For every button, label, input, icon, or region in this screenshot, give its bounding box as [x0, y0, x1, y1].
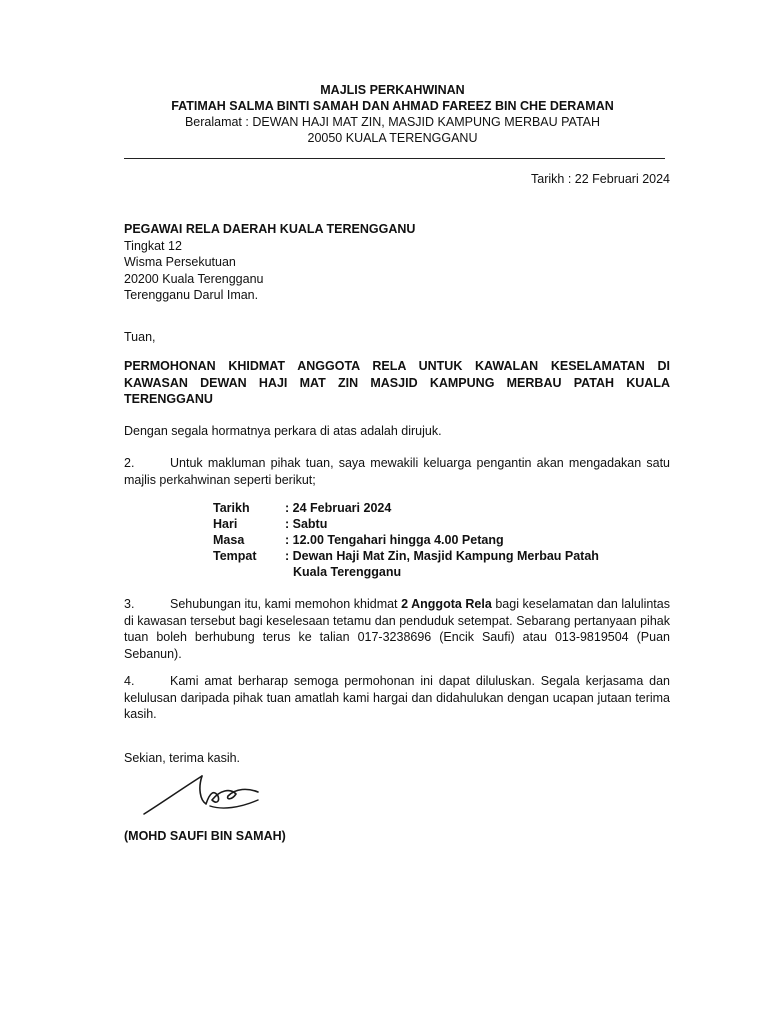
recipient-line4: Terengganu Darul Iman. — [124, 288, 259, 302]
detail-value: : Sabtu — [285, 517, 328, 531]
closing-remark: Sekian, terima kasih. — [124, 751, 241, 765]
signature-icon — [140, 770, 270, 820]
detail-label: Masa — [213, 533, 245, 547]
recipient-address — [124, 221, 415, 304]
paragraph-text: Sehubungan itu, kami memohon khidmat — [170, 597, 402, 611]
signatory-name: (MOHD SAUFI BIN SAMAH) — [124, 829, 286, 843]
detail-value: : 24 Februari 2024 — [285, 501, 392, 515]
paragraph-number: 2. — [124, 456, 135, 470]
recipient-line2: Wisma Persekutuan — [124, 255, 236, 269]
paragraph-4 — [124, 673, 670, 723]
paragraph-2 — [124, 455, 670, 488]
paragraph-number: 4. — [124, 674, 135, 688]
detail-row-time — [213, 532, 653, 548]
subject-line: PERMOHONAN KHIDMAT ANGGOTA RELA UNTUK KAWALAN KESELAMATAN DI KAWASAN DEWAN HAJI MAT ZIN MASJID KAMPUNG MERBAU PATAH KUALA TERENGGANU — [124, 359, 670, 406]
letter-header — [120, 82, 665, 146]
paragraph-number: 3. — [124, 597, 135, 611]
header-address-line2: 20050 KUALA TERENGGANU — [307, 131, 478, 145]
recipient-org: PEGAWAI RELA DAERAH KUALA TERENGGANU — [124, 222, 416, 236]
detail-row-day — [213, 516, 653, 532]
event-details — [213, 500, 653, 580]
detail-label: Tarikh — [213, 501, 250, 515]
detail-value: : 12.00 Tengahari hingga 4.00 Petang — [285, 533, 504, 547]
detail-label: Tempat — [213, 549, 257, 563]
recipient-line1: Tingkat 12 — [124, 238, 182, 253]
paragraph-bold-text: 2 Anggota Rela — [401, 597, 492, 611]
intro-paragraph: Dengan segala hormatnya perkara di atas adalah dirujuk. — [124, 424, 442, 438]
detail-row-place — [213, 548, 653, 564]
letter-date: Tarikh : 22 Februari 2024 — [531, 172, 670, 186]
detail-value: : Dewan Haji Mat Zin, Masjid Kampung Merbau Patah — [285, 549, 599, 563]
header-title: MAJLIS PERKAHWINAN — [320, 83, 465, 97]
salutation: Tuan, — [124, 330, 156, 344]
header-address-line1: Beralamat : DEWAN HAJI MAT ZIN, MASJID KAMPUNG MERBAU PATAH — [184, 115, 601, 129]
paragraph-text: bagi keselamatan dan lalulintas di kawasan tersebut bagi keselesaan tetamu dan penduduk setempat. Sebarang pertanyaan pihak tuan boleh berhubung terus ke talian 017-3238696 (Encik Saufi) atau 013-9819504 (Puan Sebanun). — [124, 597, 670, 661]
paragraph-text: Untuk makluman pihak tuan, saya mewakili keluarga pengantin akan mengadakan satu majlis perkahwinan seperti berikut; — [124, 456, 670, 487]
detail-label: Hari — [213, 517, 238, 531]
detail-row-place-cont — [213, 564, 653, 580]
detail-value: Kuala Terengganu — [293, 565, 402, 579]
recipient-line3: 20200 Kuala Terengganu — [124, 271, 264, 286]
header-divider — [124, 158, 665, 159]
paragraph-text: Kami amat berharap semoga permohonan ini dapat diluluskan. Segala kerjasama dan kelulusan daripada pihak tuan amatlah kami hargai dan didahulukan dengan ucapan jutaan terima kasih. — [124, 674, 670, 721]
paragraph-3 — [124, 596, 670, 662]
detail-label-spacer — [213, 564, 285, 580]
detail-row-date — [213, 500, 653, 516]
header-couple: FATIMAH SALMA BINTI SAMAH DAN AHMAD FAREEZ BIN CHE DERAMAN — [171, 99, 614, 113]
